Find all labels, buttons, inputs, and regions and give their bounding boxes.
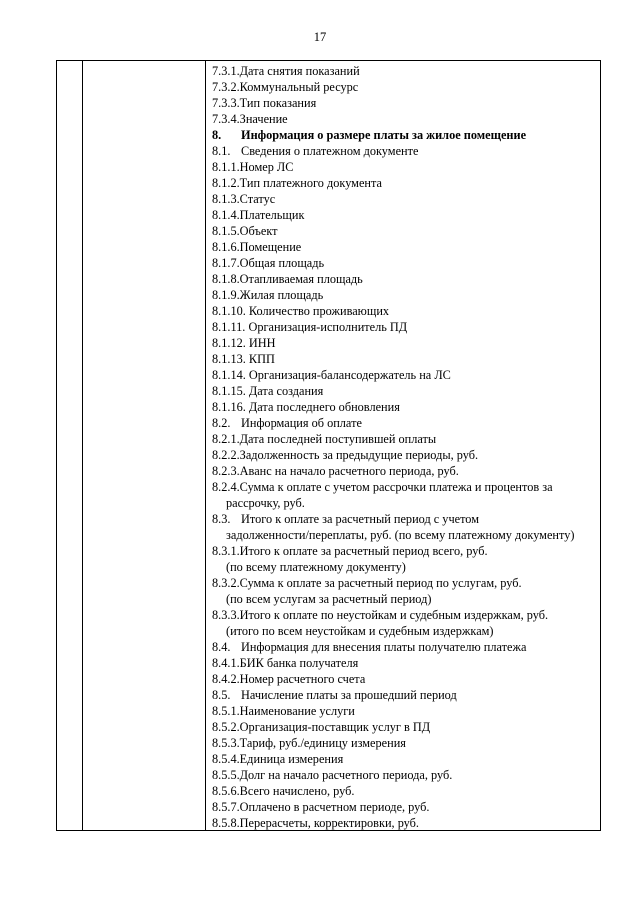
item-number: 8.1.11. xyxy=(212,320,246,334)
list-item xyxy=(212,703,598,719)
item-text: Долг на начало расчетного периода, руб. xyxy=(239,768,453,782)
item-text: Сумма к оплате за расчетный период по услугам, руб. xyxy=(239,576,522,590)
item-number: 8. xyxy=(212,128,222,142)
item-text: (по всему платежному документу) xyxy=(226,560,406,574)
list-item xyxy=(212,207,598,223)
list-item xyxy=(212,63,598,79)
list-item xyxy=(212,383,598,399)
item-number: 8.4. xyxy=(212,640,231,654)
item-text: Плательщик xyxy=(239,208,305,222)
item-number: 8.4.2. xyxy=(212,672,240,686)
item-text: Начисление платы за прошедший период xyxy=(241,688,457,702)
list-item xyxy=(212,351,598,367)
item-text: Информация для внесения платы получателю платежа xyxy=(241,640,527,654)
item-number: 8.3.3. xyxy=(212,608,240,622)
item-text: Номер расчетного счета xyxy=(239,672,366,686)
table-column-divider xyxy=(205,61,206,830)
item-text: Оплачено в расчетном периоде, руб. xyxy=(239,800,430,814)
item-text: Аванс на начало расчетного периода, руб. xyxy=(239,464,459,478)
item-text: (итого по всем неустойкам и судебным издержкам) xyxy=(226,624,494,638)
list-item xyxy=(212,607,598,623)
item-number: 8.5.6. xyxy=(212,784,240,798)
item-number: 8.5. xyxy=(212,688,231,702)
list-item xyxy=(212,495,598,511)
list-item xyxy=(212,287,598,303)
item-number: 8.2.3. xyxy=(212,464,240,478)
item-number: 8.1.1. xyxy=(212,160,240,174)
list-item xyxy=(212,143,598,159)
list-item xyxy=(212,735,598,751)
list-item xyxy=(212,79,598,95)
item-text: Дата последней поступившей оплаты xyxy=(239,432,437,446)
item-text: Всего начислено, руб. xyxy=(239,784,355,798)
item-number: 7.3.4. xyxy=(212,112,240,126)
item-number: 8.1.4. xyxy=(212,208,240,222)
item-text: (по всем услугам за расчетный период) xyxy=(226,592,432,606)
list-item xyxy=(212,751,598,767)
list-item xyxy=(212,319,598,335)
list-item xyxy=(212,479,598,495)
item-text: Дата снятия показаний xyxy=(239,64,360,78)
item-number: 8.1.2. xyxy=(212,176,240,190)
item-text: Жилая площадь xyxy=(239,288,324,302)
item-number: 8.5.5. xyxy=(212,768,240,782)
item-number: 8.1.8. xyxy=(212,272,240,286)
list-item xyxy=(212,367,598,383)
list-item xyxy=(212,271,598,287)
item-number: 8.1.15. xyxy=(212,384,246,398)
item-number: 8.3.1. xyxy=(212,544,240,558)
item-number: 8.4.1. xyxy=(212,656,240,670)
item-text: Количество проживающих xyxy=(245,304,390,318)
item-text: Задолженность за предыдущие периоды, руб. xyxy=(239,448,479,462)
item-number: 8.5.2. xyxy=(212,720,240,734)
list-item xyxy=(212,639,598,655)
item-number: 8.1.5. xyxy=(212,224,240,238)
item-text: рассрочку, руб. xyxy=(226,496,305,510)
table-column-divider xyxy=(82,61,83,830)
item-text: Наименование услуги xyxy=(239,704,355,718)
item-text: Отапливаемая площадь xyxy=(239,272,363,286)
item-number: 8.5.4. xyxy=(212,752,240,766)
list-item xyxy=(212,303,598,319)
item-text: Организация-балансодержатель на ЛС xyxy=(245,368,451,382)
item-text: КПП xyxy=(245,352,275,366)
list-item xyxy=(212,623,598,639)
item-number: 7.3.2. xyxy=(212,80,240,94)
item-number: 8.1.7. xyxy=(212,256,240,270)
item-text: Итого к оплате по неустойкам и судебным издержкам, руб. xyxy=(239,608,549,622)
item-text: Организация-исполнитель ПД xyxy=(245,320,408,334)
list-item xyxy=(212,175,598,191)
item-number: 7.3.1. xyxy=(212,64,240,78)
item-text: Итого к оплате за расчетный период всего, руб. xyxy=(239,544,488,558)
item-text: Тариф, руб./единицу измерения xyxy=(239,736,406,750)
list-item xyxy=(212,399,598,415)
page-number: 17 xyxy=(313,30,327,44)
item-text: Объект xyxy=(239,224,278,238)
item-number: 8.1.3. xyxy=(212,192,240,206)
item-text: Организация-поставщик услуг в ПД xyxy=(239,720,431,734)
list-item xyxy=(212,111,598,127)
item-text: Статус xyxy=(239,192,276,206)
list-item xyxy=(212,159,598,175)
list-item xyxy=(212,511,598,527)
document-table xyxy=(56,60,601,831)
list-item xyxy=(212,239,598,255)
item-number: 8.3. xyxy=(212,512,231,526)
item-number: 8.1.14. xyxy=(212,368,246,382)
item-text: Информация о размере платы за жилое помещение xyxy=(241,128,527,142)
list-item xyxy=(212,431,598,447)
item-number: 7.3.3. xyxy=(212,96,240,110)
list-item xyxy=(212,591,598,607)
item-text: Сведения о платежном документе xyxy=(241,144,419,158)
item-number: 8.1.13. xyxy=(212,352,246,366)
item-text: Коммунальный ресурс xyxy=(239,80,359,94)
item-text: Дата создания xyxy=(245,384,324,398)
list-item xyxy=(212,783,598,799)
item-number: 8.1.16. xyxy=(212,400,246,414)
table-content-cell xyxy=(212,63,598,831)
item-number: 8.5.8. xyxy=(212,816,240,830)
list-item xyxy=(212,127,598,143)
list-item xyxy=(212,415,598,431)
item-number: 8.5.7. xyxy=(212,800,240,814)
item-number: 8.2.4. xyxy=(212,480,240,494)
item-text: Тип показания xyxy=(239,96,317,110)
list-item xyxy=(212,815,598,831)
item-text: Помещение xyxy=(239,240,302,254)
item-number: 8.2. xyxy=(212,416,231,430)
list-item xyxy=(212,671,598,687)
list-item xyxy=(212,95,598,111)
list-item xyxy=(212,255,598,271)
item-number: 8.1. xyxy=(212,144,231,158)
list-item xyxy=(212,543,598,559)
item-text: Значение xyxy=(239,112,288,126)
item-number: 8.5.3. xyxy=(212,736,240,750)
item-number: 8.3.2. xyxy=(212,576,240,590)
list-item xyxy=(212,687,598,703)
item-text: Тип платежного документа xyxy=(239,176,382,190)
item-text: Информация об оплате xyxy=(241,416,362,430)
item-text: задолженности/переплаты, руб. (по всему платежному документу) xyxy=(226,528,575,542)
list-item xyxy=(212,223,598,239)
item-number: 8.1.6. xyxy=(212,240,240,254)
list-item xyxy=(212,719,598,735)
item-number: 8.1.12. xyxy=(212,336,246,350)
item-number: 8.1.9. xyxy=(212,288,240,302)
list-item xyxy=(212,559,598,575)
item-text: Номер ЛС xyxy=(239,160,294,174)
list-item xyxy=(212,799,598,815)
list-item xyxy=(212,335,598,351)
list-item xyxy=(212,655,598,671)
item-number: 8.2.2. xyxy=(212,448,240,462)
item-text: Сумма к оплате с учетом рассрочки платежа и процентов за xyxy=(239,480,553,494)
list-item xyxy=(212,767,598,783)
list-item xyxy=(212,463,598,479)
list-item xyxy=(212,447,598,463)
item-text: Дата последнего обновления xyxy=(245,400,400,414)
item-text: Итого к оплате за расчетный период с учетом xyxy=(241,512,480,526)
item-text: Единица измерения xyxy=(239,752,344,766)
list-item xyxy=(212,575,598,591)
item-number: 8.1.10. xyxy=(212,304,246,318)
list-item xyxy=(212,191,598,207)
item-number: 8.5.1. xyxy=(212,704,240,718)
item-text: ИНН xyxy=(245,336,276,350)
item-text: Общая площадь xyxy=(239,256,325,270)
item-text: БИК банка получателя xyxy=(239,656,359,670)
item-number: 8.2.1. xyxy=(212,432,240,446)
list-item xyxy=(212,527,598,543)
item-text: Перерасчеты, корректировки, руб. xyxy=(239,816,419,830)
